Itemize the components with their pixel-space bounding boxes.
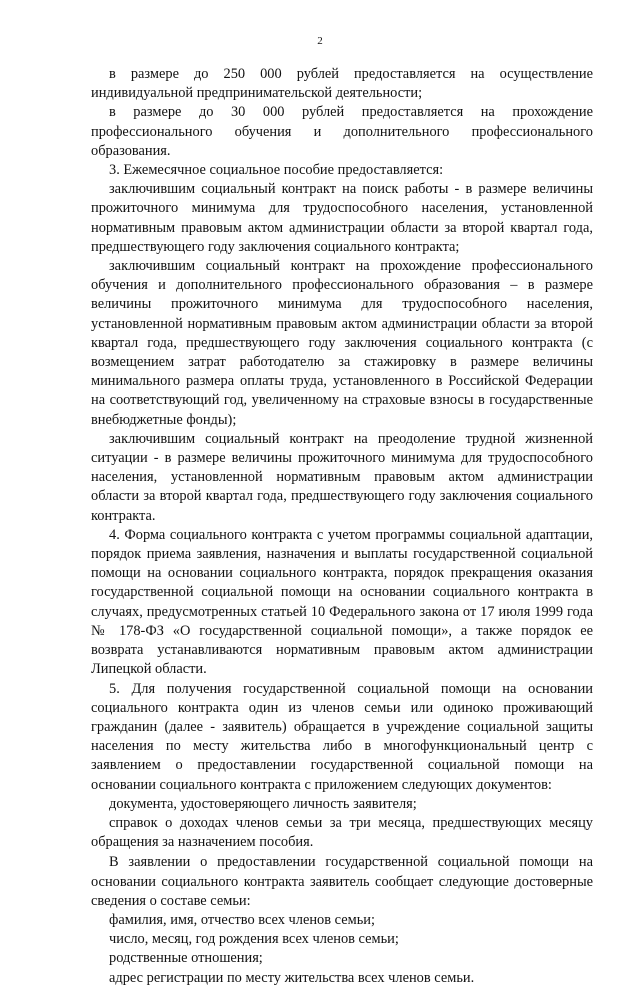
list-item-identity-document: документа, удостоверяющего личность заявителя; — [109, 795, 417, 812]
paragraph-job-search: заключившим социальный контракт на поиск работы - в размере величины прожиточного минимума для трудоспособного населения, установленной нормативным правовым актом администрации области за второй квартал года, предшествующего году заключения социального контракта; — [91, 181, 593, 255]
paragraph-grant-business: в размере до 250 000 рублей предоставляется на осуществление индивидуальной предпринимательской деятельности; — [91, 66, 593, 102]
paragraph-section-5: 5. Для получения государственной социальной помощи на основании социального контракта один из членов семьи или одиноко проживающий гражданин (далее - заявитель) обращается в учреждение социальной защиты населения по месту жительства либо в многофункциональный центр с заявлением о предоставлении государственной социальной помощи на основании социального контракта с приложением следующих документов: — [91, 680, 593, 793]
list-item-income-certificates: справок о доходах членов семьи за три месяца, предшествующих месяцу обращения за назначением пособия. — [91, 814, 593, 851]
list-item-registration-address: адрес регистрации по месту жительства всех членов семьи. — [109, 969, 475, 986]
list-item-birth-dates: число, месяц, год рождения всех членов семьи; — [109, 931, 399, 948]
paragraph-training: заключившим социальный контракт на прохождение профессионального обучения и дополнительного профессионального образования – в размере величины прожиточного минимума для трудоспособного населения, установленной нормативным правовым актом администрации области за второй квартал года, предшествующего году заключения социального контракта (с возмещением затрат работодателю за стажировку в размере величины минимального размера оплаты труда, установленного в Российской Федерации на соответствующий год, увеличенному на страховые взносы в государственные внебюджетные фонды); — [91, 258, 593, 428]
list-item-full-names: фамилия, имя, отчество всех членов семьи; — [109, 911, 375, 928]
paragraph-hardship: заключившим социальный контракт на преодоление трудной жизненной ситуации - в размере величины прожиточного минимума для трудоспособного населения, установленной нормативным правовым актом администрации области за второй квартал года, предшествующего году заключения социального контракта. — [91, 430, 593, 524]
document-body — [91, 65, 593, 988]
list-item-relationships: родственные отношения; — [109, 950, 263, 967]
page-number: 2 — [317, 35, 323, 47]
paragraph-section-3: 3. Ежемесячное социальное пособие предоставляется: — [109, 162, 444, 179]
paragraph-application-info: В заявлении о предоставлении государственной социальной помощи на основании социального контракта заявитель сообщает следующие достоверные сведения о составе семьи: — [91, 854, 593, 909]
paragraph-grant-training: в размере до 30 000 рублей предоставляется на прохождение профессионального обучения и дополнительного профессионального образования. — [91, 104, 593, 159]
paragraph-section-4: 4. Форма социального контракта с учетом программы социальной адаптации, порядок приема заявления, назначения и выплаты государственной социальной помощи на основании социального контракта, порядок прекращения оказания государственной социальной помощи на основании социального контракта в случаях, предусмотренных статьей 10 Федерального закона от 17 июля 1999 года № 178-ФЗ «О государственной социальной помощи», а также порядок ее возврата устанавливаются нормативным правовым актом администрации Липецкой области. — [91, 526, 593, 678]
